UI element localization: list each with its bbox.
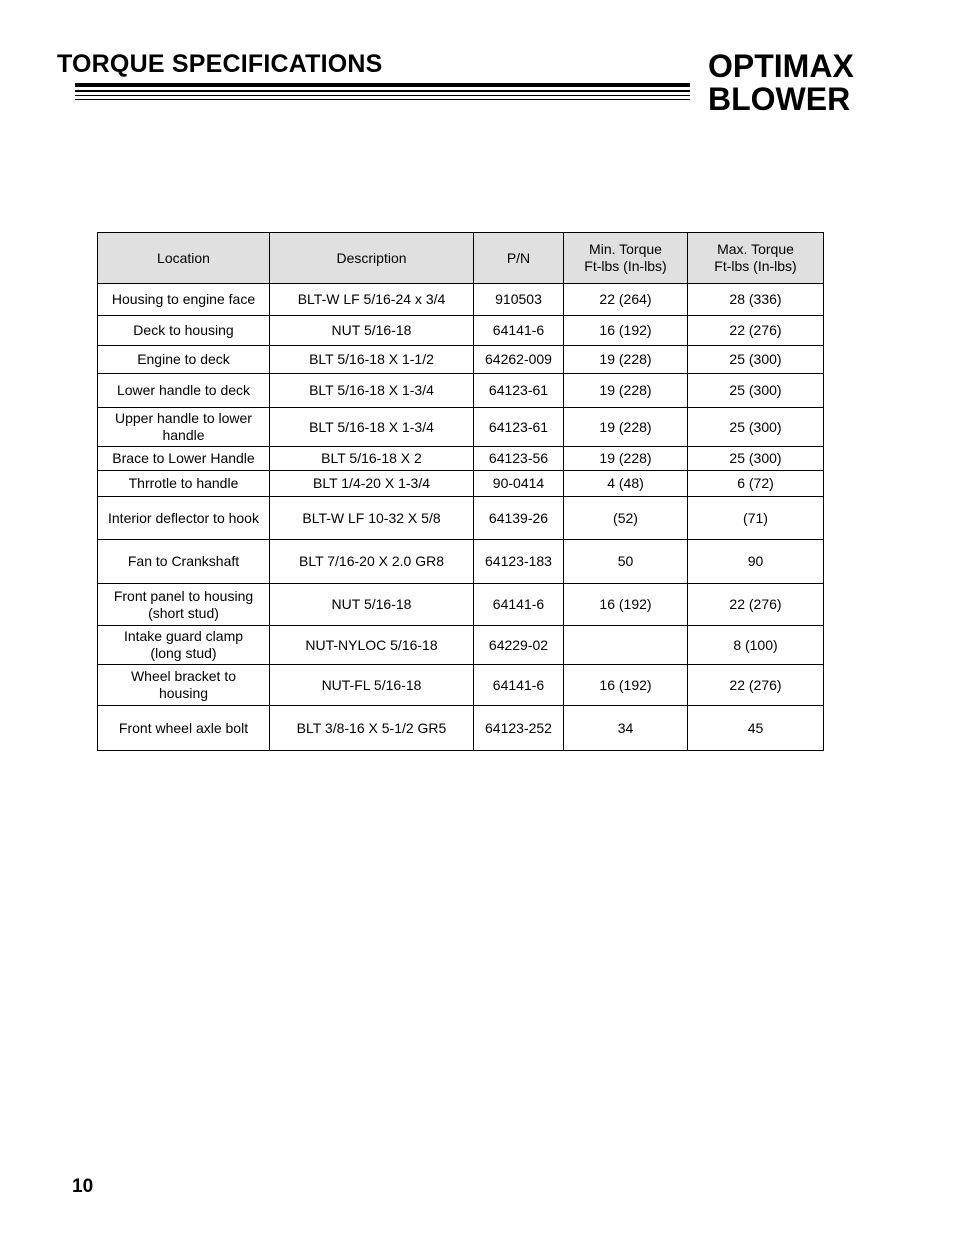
cell-description: BLT 5/16-18 X 2 <box>270 447 474 471</box>
table-header-row <box>98 233 824 284</box>
cell-min-torque: 50 <box>564 540 688 584</box>
cell-description: NUT-NYLOC 5/16-18 <box>270 626 474 665</box>
cell-max-torque: 22 (276) <box>688 584 824 626</box>
cell-max-torque: (71) <box>688 497 824 540</box>
cell-location: Intake guard clamp (long stud) <box>98 626 270 665</box>
table-row <box>98 284 824 316</box>
table-row <box>98 665 824 706</box>
cell-location: Lower handle to deck <box>98 374 270 408</box>
column-header-location: Location <box>98 233 270 284</box>
cell-max-torque: 6 (72) <box>688 471 824 497</box>
cell-min-torque: 19 (228) <box>564 447 688 471</box>
cell-max-torque: 45 <box>688 706 824 751</box>
cell-max-torque: 28 (336) <box>688 284 824 316</box>
cell-min-torque: 19 (228) <box>564 374 688 408</box>
cell-part-number: 64123-61 <box>474 408 564 447</box>
table-row <box>98 497 824 540</box>
cell-description: BLT-W LF 5/16-24 x 3/4 <box>270 284 474 316</box>
product-title <box>708 50 854 116</box>
cell-min-torque: 22 (264) <box>564 284 688 316</box>
header-rules <box>75 83 690 100</box>
page-number: 10 <box>72 1176 94 1197</box>
table-row <box>98 316 824 346</box>
cell-description: BLT 3/8-16 X 5-1/2 GR5 <box>270 706 474 751</box>
torque-specifications-table <box>97 232 824 751</box>
cell-description: BLT 7/16-20 X 2.0 GR8 <box>270 540 474 584</box>
cell-location: Front panel to housing (short stud) <box>98 584 270 626</box>
column-header-min-torque: Min. Torque Ft-lbs (In-lbs) <box>564 233 688 284</box>
cell-min-torque: (52) <box>564 497 688 540</box>
cell-description: NUT 5/16-18 <box>270 584 474 626</box>
cell-max-torque: 25 (300) <box>688 346 824 374</box>
cell-min-torque: 34 <box>564 706 688 751</box>
cell-description: BLT 5/16-18 X 1-3/4 <box>270 408 474 447</box>
table-body <box>98 284 824 751</box>
cell-location: Fan to Crankshaft <box>98 540 270 584</box>
table-row <box>98 626 824 665</box>
cell-location: Wheel bracket to housing <box>98 665 270 706</box>
cell-location: Engine to deck <box>98 346 270 374</box>
cell-part-number: 64123-56 <box>474 447 564 471</box>
product-title-line1: OPTIMAX <box>708 48 854 84</box>
section-title: TORQUE SPECIFICATIONS <box>57 50 383 78</box>
table-row <box>98 584 824 626</box>
cell-location: Housing to engine face <box>98 284 270 316</box>
cell-min-torque <box>564 626 688 665</box>
cell-max-torque: 90 <box>688 540 824 584</box>
cell-min-torque: 16 (192) <box>564 316 688 346</box>
cell-part-number: 64141-6 <box>474 665 564 706</box>
cell-min-torque: 4 (48) <box>564 471 688 497</box>
cell-location: Deck to housing <box>98 316 270 346</box>
cell-max-torque: 25 (300) <box>688 447 824 471</box>
cell-max-torque: 22 (276) <box>688 665 824 706</box>
cell-min-torque: 16 (192) <box>564 665 688 706</box>
cell-part-number: 90-0414 <box>474 471 564 497</box>
cell-part-number: 64141-6 <box>474 584 564 626</box>
cell-part-number: 64262-009 <box>474 346 564 374</box>
cell-part-number: 64139-26 <box>474 497 564 540</box>
table-row <box>98 447 824 471</box>
cell-part-number: 910503 <box>474 284 564 316</box>
cell-min-torque: 19 (228) <box>564 408 688 447</box>
cell-min-torque: 19 (228) <box>564 346 688 374</box>
table-row <box>98 408 824 447</box>
column-header-part-number: P/N <box>474 233 564 284</box>
cell-description: BLT-W LF 10-32 X 5/8 <box>270 497 474 540</box>
cell-location: Thrrotle to handle <box>98 471 270 497</box>
cell-min-torque: 16 (192) <box>564 584 688 626</box>
cell-location: Interior deflector to hook <box>98 497 270 540</box>
cell-location: Front wheel axle bolt <box>98 706 270 751</box>
cell-description: BLT 5/16-18 X 1-1/2 <box>270 346 474 374</box>
table-row <box>98 540 824 584</box>
cell-description: NUT-FL 5/16-18 <box>270 665 474 706</box>
cell-location: Brace to Lower Handle <box>98 447 270 471</box>
table-row <box>98 471 824 497</box>
cell-part-number: 64123-61 <box>474 374 564 408</box>
cell-part-number: 64141-6 <box>474 316 564 346</box>
table-row <box>98 346 824 374</box>
cell-max-torque: 25 (300) <box>688 374 824 408</box>
cell-max-torque: 8 (100) <box>688 626 824 665</box>
cell-part-number: 64123-252 <box>474 706 564 751</box>
column-header-description: Description <box>270 233 474 284</box>
cell-description: BLT 5/16-18 X 1-3/4 <box>270 374 474 408</box>
table-row <box>98 374 824 408</box>
column-header-max-torque: Max. Torque Ft-lbs (In-lbs) <box>688 233 824 284</box>
cell-max-torque: 25 (300) <box>688 408 824 447</box>
cell-description: BLT 1/4-20 X 1-3/4 <box>270 471 474 497</box>
cell-max-torque: 22 (276) <box>688 316 824 346</box>
product-title-line2: BLOWER <box>708 81 851 117</box>
cell-description: NUT 5/16-18 <box>270 316 474 346</box>
table-row <box>98 706 824 751</box>
cell-part-number: 64229-02 <box>474 626 564 665</box>
cell-location: Upper handle to lower handle <box>98 408 270 447</box>
cell-part-number: 64123-183 <box>474 540 564 584</box>
